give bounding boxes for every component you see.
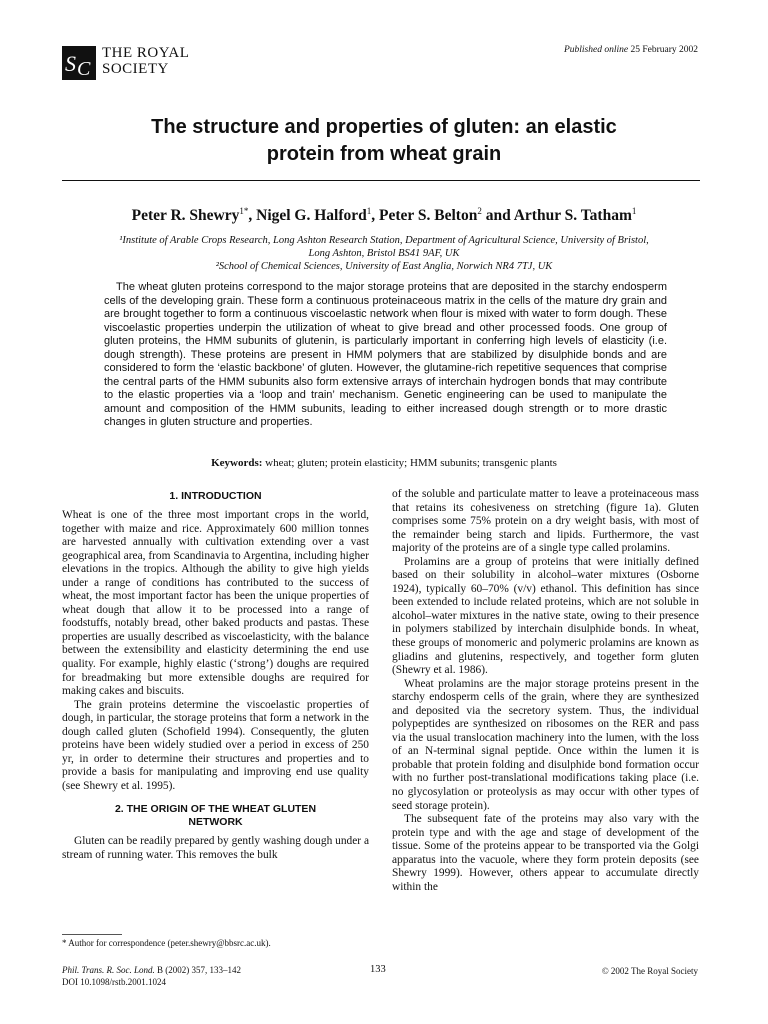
author-separator: , bbox=[248, 207, 257, 225]
paragraph: Prolamins are a group of proteins that were initially defined based on their solubility in alcohol–water mixtures (Osborne 1924), typically 60–70% (v/v) ethanol. This definition has since been extended to include related proteins, which are not soluble in alcohol–water mixtures in the native state, owing to their presence in polymers stabilized by interchain disulphide bonds. In wheat, these groups of monomeric and polymeric prolamins are known as gliadins and glutenins, respectively, and together form gluten (Shewry et al. 1986). bbox=[392, 555, 699, 677]
author-3-affil: 2 bbox=[477, 206, 482, 216]
affiliation-2: ²School of Chemical Sciences, University of East Anglia, Norwich NR4 7TJ, UK bbox=[215, 261, 553, 272]
right-column bbox=[392, 488, 699, 894]
doi: DOI 10.1098/rstb.2001.1024 bbox=[62, 977, 166, 987]
author-4-affil: 1 bbox=[631, 206, 637, 216]
section-2-heading bbox=[62, 803, 369, 829]
svg-text:C: C bbox=[77, 58, 91, 80]
journal-name: Phil. Trans. R. Soc. Lond. bbox=[62, 965, 155, 975]
title-line1: The structure and properties of gluten: an elastic bbox=[151, 116, 617, 138]
paragraph: The grain proteins determine the viscoelastic properties of dough, in particular, the storage proteins that form a network in the dough called gluten (Schofield 1994). Consequently, the gluten proteins have been widely studied over a period in excess of 250 yr, in order to determine their structures and properties and to provide a basis for manipulating and improving end use quality (see Shewry et al. 1995). bbox=[62, 698, 369, 792]
author-separator: and bbox=[481, 207, 514, 225]
published-date-value: 25 February 2002 bbox=[630, 45, 698, 55]
publisher-line2: SOCIETY bbox=[102, 61, 169, 77]
section-1-heading: 1. INTRODUCTION bbox=[169, 490, 262, 502]
author-1-affil: 1* bbox=[239, 206, 249, 216]
published-date bbox=[564, 45, 698, 55]
affiliation-1-line1: ¹Institute of Arable Crops Research, Long Ashton Research Station, Department of Agricultural Science, University of Bristol, bbox=[119, 235, 649, 246]
keywords-list: wheat; gluten; protein elasticity; HMM subunits; transgenic plants bbox=[265, 457, 557, 469]
royal-society-logo-icon bbox=[62, 46, 96, 80]
section-2-heading-line1: 2. THE ORIGIN OF THE WHEAT GLUTEN bbox=[114, 803, 317, 816]
copyright: © 2002 The Royal Society bbox=[601, 966, 698, 976]
keywords-label: Keywords: bbox=[211, 457, 263, 469]
author-2: Nigel G. Halford bbox=[256, 207, 367, 225]
publisher-name bbox=[102, 45, 189, 77]
footnote: * Author for correspondence (peter.shewry@bbsrc.ac.uk). bbox=[62, 938, 271, 948]
publisher-line1: THE ROYAL bbox=[102, 45, 190, 61]
author-3: Peter S. Belton bbox=[379, 207, 478, 225]
svg-text:S: S bbox=[65, 51, 76, 76]
author-2-affil: 1 bbox=[366, 206, 372, 216]
keywords bbox=[60, 457, 708, 469]
page-number: 133 bbox=[370, 964, 386, 975]
title-line2: protein from wheat grain bbox=[266, 143, 502, 165]
citation-footer bbox=[62, 964, 241, 988]
author-list bbox=[60, 206, 708, 225]
paragraph: The subsequent fate of the proteins may also vary with the protein type and with the age and stage of development of the tissue. Some of the proteins appear to be transported via the Golgi apparatus into the vacuole, where they form protein deposits (see Shewry 1999). However, others appear to accumulate directly within the bbox=[392, 813, 699, 893]
paragraph: Wheat is one of the three most important crops in the world, together with maize and rice. Approximately 600 million tonnes are harvested annually with cultivation extending over a vast geographical area, from Scandinavia to Argentina, including higher elevations in the tropics. Although the ability to give high yields under a range of conditions has contributed to the success of wheat, the most important factor has been the unique properties of wheat dough that allow it to be processed into a range of foodstuffs, notably bread, other baked products and pastas. These properties are usually described as viscoelasticity, with the balance between the extensibility and elasticity determining the end use quality. For example, highly elastic (‘strong’) doughs are required for breadmaking but more extensible doughs are required for making cakes and biscuits. bbox=[62, 509, 369, 698]
author-4: Arthur S. Tatham bbox=[513, 207, 632, 225]
left-column bbox=[62, 490, 369, 863]
abstract-text: The wheat gluten proteins correspond to the major storage proteins that are deposited in the starchy endosperm cells of the developing grain. These form a continuous proteinaceous matrix in the cells of the mature dry grain and are brought together to form a continuous viscoelastic network when flour is mixed with water to form dough. These viscoelastic properties underpin the utilization of wheat to give bread and other processed foods. One group of gluten proteins, the HMM subunits of glutenin, is particularly important in conferring high levels of elasticity (i.e. dough strength). These proteins are present in HMM polymers that are stabilized by disulphide bonds and are considered to form the ‘elastic backbone’ of gluten. However, the glutamine-rich repetitive sequences that comprise the central parts of the HMM subunits also form extensive arrays of interchain hydrogen bonds that may contribute to the elastic properties via a ‘loop and train’ mechanism. Genetic engineering can be used to manipulate the amount and composition of the HMM subunits, leading to either increased dough strength or to more drastic changes in gluten structure and properties. bbox=[104, 281, 667, 428]
citation: B (2002) 357, 133–142 bbox=[154, 965, 242, 975]
section-2-heading-line2: NETWORK bbox=[188, 816, 243, 829]
paper-title bbox=[60, 114, 708, 168]
abstract bbox=[104, 281, 667, 430]
author-1: Peter R. Shewry bbox=[131, 207, 240, 225]
title-divider bbox=[62, 180, 700, 181]
published-label: Published online bbox=[563, 45, 629, 55]
author-separator: , bbox=[371, 207, 380, 225]
paragraph: Wheat prolamins are the major storage proteins present in the starchy endosperm cells of the grain, where they are synthesized and deposited via the secretory system. Thus, the individual polypeptides are synthesized on ribosomes on the RER and pass via the usual translocation machinery into the lumen, with the loss of an N-terminal signal peptide. Once within the lumen it is probable that protein folding and disulphide bond formation occur with no further post-translational modifications taking place (i.e. no glycosylation or proteolysis as may occur with other types of seed storage protein). bbox=[392, 677, 699, 812]
paragraph: of the soluble and particulate matter to leave a proteinaceous mass that retains its cohesiveness on stretching (figure 1a). Gluten comprises some 75% protein on a dry weight basis, with most of the remainder being starch and lipids. Furthermore, the vast majority of the proteins are of a single type called prolamins. bbox=[392, 488, 699, 555]
footnote-divider bbox=[62, 934, 122, 935]
paragraph: Gluten can be readily prepared by gently washing dough under a stream of running water. This removes the bulk bbox=[62, 835, 369, 862]
affiliation-1-line2: Long Ashton, Bristol BS41 9AF, UK bbox=[308, 248, 460, 259]
affiliations bbox=[60, 234, 708, 273]
